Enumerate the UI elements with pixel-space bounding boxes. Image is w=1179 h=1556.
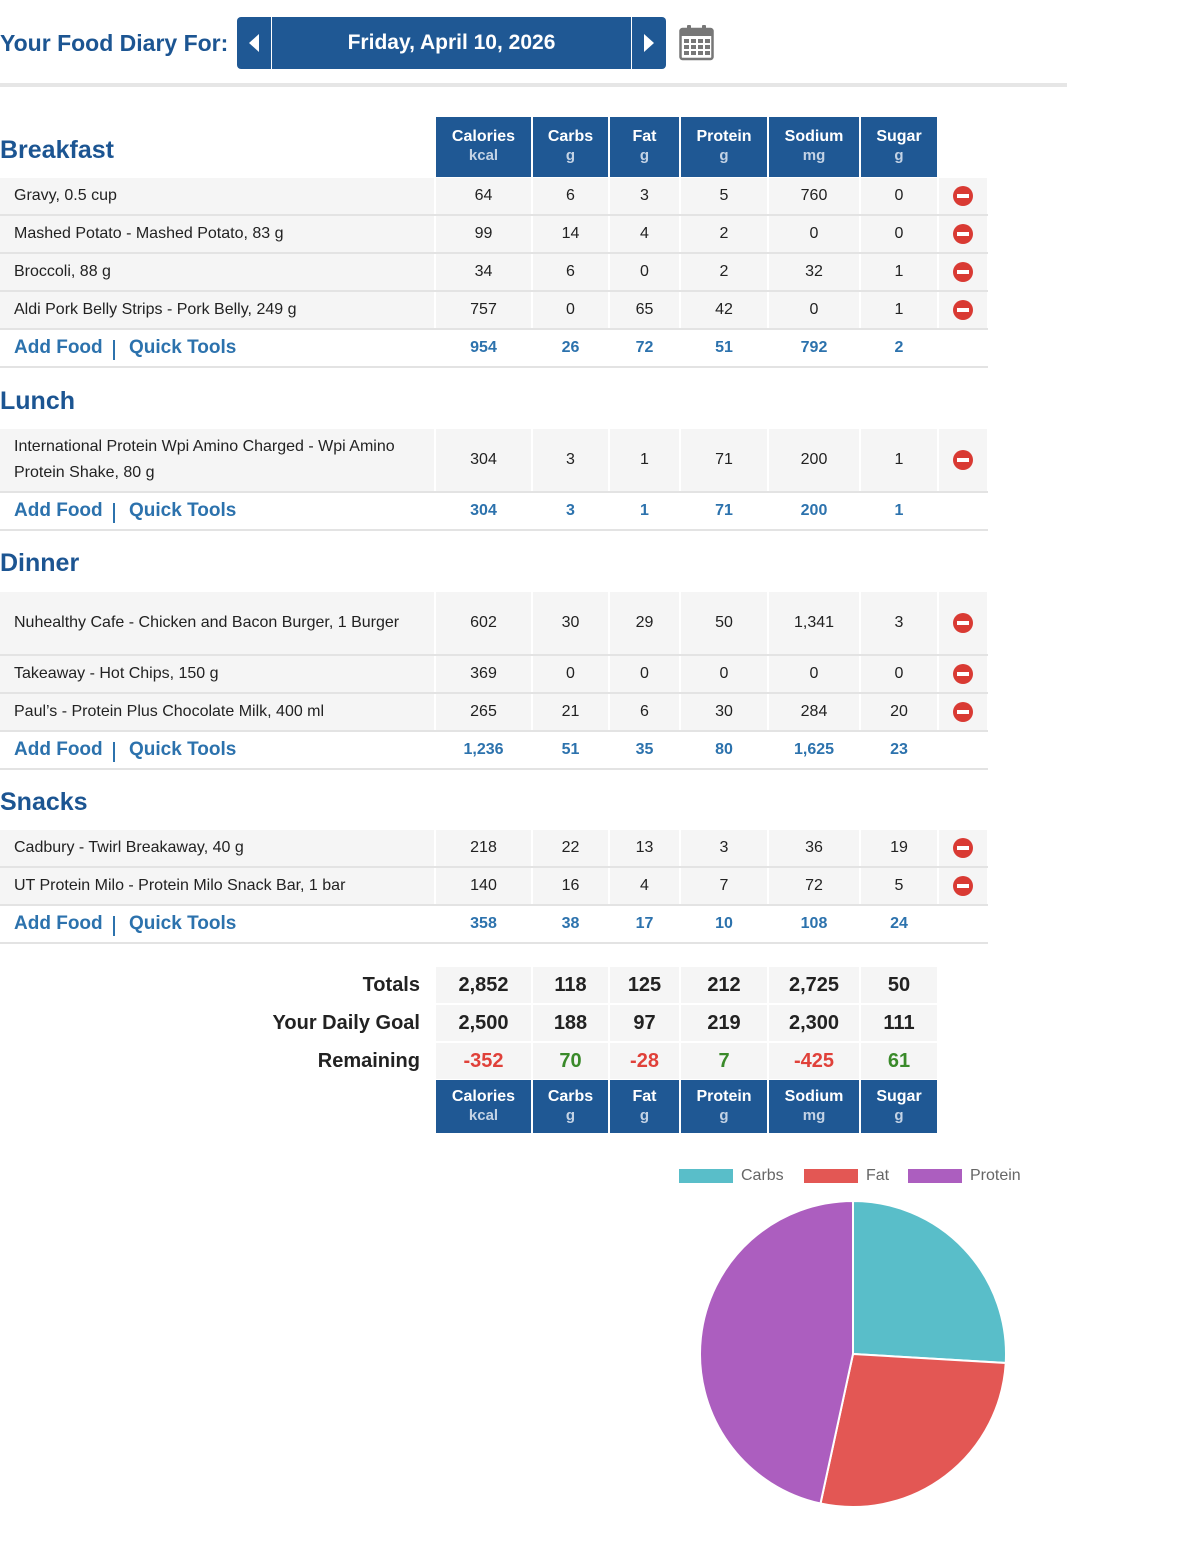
totals-carbs: 118	[533, 967, 608, 1003]
column-unit: g	[565, 1107, 576, 1124]
meal-sodium-total: 1,625	[793, 741, 835, 758]
legend-swatch	[804, 1169, 858, 1183]
carbs-value: 22	[533, 830, 608, 866]
calendar-icon[interactable]	[679, 24, 714, 61]
column-name: Carbs	[547, 1088, 594, 1105]
column-unit: g	[639, 147, 650, 164]
calories-value: 369	[436, 656, 531, 692]
fat-value: 1	[610, 429, 679, 491]
pie-slice-carbs[interactable]	[853, 1201, 1006, 1363]
fat-value: 4	[610, 216, 679, 252]
food-name[interactable]: Paul’s - Protein Plus Chocolate Milk, 400 ml	[0, 694, 434, 730]
food-name[interactable]: UT Protein Milo - Protein Milo Snack Bar, 1 bar	[0, 868, 434, 904]
sodium-value: 36	[769, 830, 859, 866]
calories-value: 64	[436, 178, 531, 214]
macro-pie-chart	[698, 1199, 1008, 1509]
meal-carbs-total: 38	[561, 915, 580, 932]
breakfast-col-carbs-header	[533, 117, 608, 177]
protein-value: 7	[681, 868, 767, 904]
breakfast-col-sugar-header	[861, 117, 937, 177]
meal-protein-total: 71	[715, 502, 733, 519]
calories-value: 34	[436, 254, 531, 290]
totals-calories: 2,852	[436, 967, 531, 1003]
fat-value: 0	[610, 656, 679, 692]
link-separator	[113, 340, 115, 360]
carbs-value: 21	[533, 694, 608, 730]
meal-sodium-total: 200	[800, 502, 828, 519]
meal-carbs-total: 3	[566, 502, 575, 519]
date-navigator	[237, 17, 666, 69]
column-name: Carbs	[547, 128, 594, 145]
sodium-value: 284	[769, 694, 859, 730]
daily-goal-fat: 97	[610, 1005, 679, 1041]
meal-sugar-total: 1	[894, 502, 904, 519]
column-unit: g	[565, 147, 576, 164]
row-divider	[0, 942, 988, 944]
meal-title: Lunch	[0, 387, 75, 415]
remaining-protein: 7	[681, 1043, 767, 1079]
food-name[interactable]: Gravy, 0.5 cup	[0, 178, 434, 214]
food-entry-row[interactable]	[0, 868, 988, 904]
food-entry-row[interactable]	[0, 694, 988, 730]
daily-goal-sugar: 111	[861, 1005, 937, 1041]
remaining-fat: -28	[610, 1043, 679, 1079]
add-food-link[interactable]: Add Food	[14, 913, 103, 934]
protein-value: 5	[681, 178, 767, 214]
quick-tools-link[interactable]: Quick Tools	[129, 500, 237, 521]
meal-totals-row	[0, 732, 988, 768]
daily-goal-calories: 2,500	[436, 1005, 531, 1041]
remove-circle-icon	[952, 663, 974, 685]
carbs-value: 6	[533, 254, 608, 290]
pie-slice-protein[interactable]	[700, 1201, 853, 1504]
legend-item-fat[interactable]	[804, 1165, 889, 1187]
meal-sodium-total: 108	[800, 915, 828, 932]
protein-value: 50	[681, 592, 767, 654]
link-separator	[113, 503, 115, 523]
meal-calories-total: 358	[470, 915, 497, 932]
remove-circle-icon	[952, 875, 974, 897]
remove-circle-icon	[952, 449, 974, 471]
quick-tools-link[interactable]: Quick Tools	[129, 337, 237, 358]
daily-goal-label: Your Daily Goal	[272, 1012, 420, 1034]
calories-value: 265	[436, 694, 531, 730]
link-separator	[113, 916, 115, 936]
calories-value: 757	[436, 292, 531, 328]
column-name: Sugar	[876, 1088, 922, 1105]
protein-value: 71	[681, 429, 767, 491]
remaining-calories: -352	[436, 1043, 531, 1079]
delete-entry-button[interactable]	[939, 592, 987, 654]
sodium-value: 760	[769, 178, 859, 214]
remove-circle-icon	[952, 223, 974, 245]
totals-fat: 125	[610, 967, 679, 1003]
column-name: Fat	[632, 128, 657, 145]
food-entry-row[interactable]	[0, 292, 988, 328]
remaining-carbs: 70	[533, 1043, 608, 1079]
food-entry-row[interactable]	[0, 216, 988, 252]
fat-value: 65	[610, 292, 679, 328]
food-name[interactable]: Cadbury - Twirl Breakaway, 40 g	[0, 830, 434, 866]
sugar-value: 3	[861, 592, 937, 654]
meal-fat-total: 72	[635, 339, 654, 356]
meal-title: Breakfast	[0, 136, 114, 164]
meal-fat-total: 35	[635, 741, 654, 758]
diary-header	[0, 0, 1179, 90]
protein-value: 0	[681, 656, 767, 692]
calories-value: 602	[436, 592, 531, 654]
summary-col-carbs-header	[533, 1080, 608, 1133]
column-name: Sodium	[784, 1088, 844, 1105]
calories-value: 99	[436, 216, 531, 252]
summary-col-sugar-header	[861, 1080, 937, 1133]
legend-swatch	[908, 1169, 962, 1183]
carbs-value: 16	[533, 868, 608, 904]
meal-calories-total: 304	[470, 502, 497, 519]
breakfast-col-protein-header	[681, 117, 767, 177]
chevron-left-icon	[246, 32, 262, 54]
column-unit: kcal	[468, 1107, 499, 1124]
meal-protein-total: 80	[715, 741, 733, 758]
row-divider	[0, 529, 988, 531]
carbs-value: 14	[533, 216, 608, 252]
sodium-value: 0	[769, 216, 859, 252]
column-name: Calories	[451, 1088, 516, 1105]
column-unit: g	[719, 147, 729, 164]
fat-value: 13	[610, 830, 679, 866]
page-title: Your Food Diary For:	[0, 30, 229, 56]
previous-day-button[interactable]	[237, 17, 271, 69]
column-unit: g	[719, 1107, 729, 1124]
legend-item-carbs[interactable]	[679, 1165, 784, 1187]
carbs-value: 6	[533, 178, 608, 214]
protein-value: 42	[681, 292, 767, 328]
quick-tools-link[interactable]: Quick Tools	[129, 739, 237, 760]
sodium-value: 32	[769, 254, 859, 290]
sugar-value: 0	[861, 216, 937, 252]
column-name: Sodium	[784, 128, 844, 145]
column-unit: kcal	[468, 147, 499, 164]
meal-totals-row	[0, 330, 988, 366]
column-unit: g	[639, 1107, 650, 1124]
remaining-label: Remaining	[317, 1050, 420, 1072]
calories-value: 304	[436, 429, 531, 491]
header-divider	[0, 83, 1067, 87]
protein-value: 2	[681, 216, 767, 252]
add-food-link[interactable]: Add Food	[14, 337, 103, 358]
remove-circle-icon	[952, 837, 974, 859]
legend-label: Carbs	[741, 1167, 784, 1184]
meal-fat-total: 1	[640, 502, 649, 519]
meal-fat-total: 17	[635, 915, 654, 932]
remaining-sodium: -425	[769, 1043, 859, 1079]
delete-entry-button[interactable]	[939, 656, 987, 692]
legend-label: Fat	[866, 1167, 890, 1184]
remaining-sugar: 61	[861, 1043, 937, 1079]
daily-goal-sodium: 2,300	[769, 1005, 859, 1041]
breakfast-col-sodium-header	[769, 117, 859, 177]
sodium-value: 200	[769, 429, 859, 491]
food-name[interactable]: Takeaway - Hot Chips, 150 g	[0, 656, 434, 692]
column-unit: mg	[802, 1107, 826, 1124]
food-name[interactable]: Mashed Potato - Mashed Potato, 83 g	[0, 216, 434, 252]
remove-circle-icon	[952, 185, 974, 207]
summary-col-fat-header	[610, 1080, 679, 1133]
sugar-value: 1	[861, 429, 937, 491]
row-divider	[0, 366, 988, 368]
meal-protein-total: 10	[715, 915, 733, 932]
remove-circle-icon	[952, 261, 974, 283]
link-separator	[113, 742, 115, 762]
delete-entry-button[interactable]	[939, 694, 987, 730]
food-entry-row[interactable]	[0, 429, 988, 491]
totals-sugar: 50	[861, 967, 937, 1003]
fat-value: 0	[610, 254, 679, 290]
legend-swatch	[679, 1169, 733, 1183]
sugar-value: 20	[861, 694, 937, 730]
carbs-value: 30	[533, 592, 608, 654]
sugar-value: 1	[861, 292, 937, 328]
totals-sodium: 2,725	[769, 967, 859, 1003]
sugar-value: 0	[861, 178, 937, 214]
fat-value: 3	[610, 178, 679, 214]
column-name: Protein	[696, 128, 752, 145]
meal-title: Dinner	[0, 549, 80, 577]
food-name[interactable]: Nuhealthy Cafe - Chicken and Bacon Burger, 1 Burger	[0, 592, 434, 654]
meal-sugar-total: 23	[890, 741, 908, 758]
carbs-value: 3	[533, 429, 608, 491]
food-entry-row[interactable]	[0, 830, 988, 866]
sodium-value: 0	[769, 656, 859, 692]
meal-totals-row	[0, 493, 988, 529]
delete-entry-button[interactable]	[939, 216, 987, 252]
column-name: Protein	[696, 1088, 752, 1105]
current-date[interactable]: Friday, April 10, 2026	[272, 17, 631, 69]
fat-value: 6	[610, 694, 679, 730]
column-name: Calories	[451, 128, 516, 145]
summary-col-protein-header	[681, 1080, 767, 1133]
fat-value: 4	[610, 868, 679, 904]
protein-value: 30	[681, 694, 767, 730]
protein-value: 2	[681, 254, 767, 290]
sugar-value: 1	[861, 254, 937, 290]
fat-value: 29	[610, 592, 679, 654]
sugar-value: 0	[861, 656, 937, 692]
delete-entry-button[interactable]	[939, 429, 987, 491]
delete-entry-button[interactable]	[939, 254, 987, 290]
meal-sugar-total: 24	[890, 915, 908, 932]
delete-entry-button[interactable]	[939, 292, 987, 328]
sugar-value: 19	[861, 830, 937, 866]
column-name: Fat	[632, 1088, 657, 1105]
daily-goal-carbs: 188	[533, 1005, 608, 1041]
meal-calories-total: 1,236	[463, 741, 504, 758]
food-entry-row[interactable]	[0, 656, 988, 692]
calories-value: 218	[436, 830, 531, 866]
calories-value: 140	[436, 868, 531, 904]
food-name[interactable]: International Protein Wpi Amino Charged - Wpi Amino Protein Shake, 80 g	[0, 429, 434, 491]
add-food-link[interactable]: Add Food	[14, 739, 103, 760]
totals-protein: 212	[681, 967, 767, 1003]
quick-tools-link[interactable]: Quick Tools	[129, 913, 237, 934]
add-food-link[interactable]: Add Food	[14, 500, 103, 521]
meal-sugar-total: 2	[894, 339, 904, 356]
food-entry-row[interactable]	[0, 178, 988, 214]
sugar-value: 5	[861, 868, 937, 904]
delete-entry-button[interactable]	[939, 830, 987, 866]
meal-totals-row	[0, 906, 988, 942]
meal-protein-total: 51	[715, 339, 733, 356]
delete-entry-button[interactable]	[939, 868, 987, 904]
row-divider	[0, 768, 988, 770]
daily-goal-protein: 219	[681, 1005, 767, 1041]
remove-circle-icon	[952, 612, 974, 634]
food-name[interactable]: Aldi Pork Belly Strips - Pork Belly, 249 g	[0, 292, 434, 328]
delete-entry-button[interactable]	[939, 178, 987, 214]
column-unit: g	[894, 1107, 904, 1124]
carbs-value: 0	[533, 656, 608, 692]
legend-item-protein[interactable]	[908, 1165, 1021, 1187]
carbs-value: 0	[533, 292, 608, 328]
food-entry-row[interactable]	[0, 254, 988, 290]
food-entry-row[interactable]	[0, 592, 988, 654]
column-unit: g	[894, 147, 904, 164]
meal-calories-total: 954	[470, 339, 497, 356]
meal-carbs-total: 26	[561, 339, 580, 356]
column-unit: mg	[802, 147, 826, 164]
next-day-button[interactable]	[632, 17, 666, 69]
column-name: Sugar	[876, 128, 922, 145]
sodium-value: 1,341	[769, 592, 859, 654]
breakfast-col-calories-header	[436, 117, 531, 177]
breakfast-col-fat-header	[610, 117, 679, 177]
totals-label: Totals	[362, 974, 420, 996]
chevron-right-icon	[641, 32, 657, 54]
meal-sodium-total: 792	[800, 339, 828, 356]
meal-title: Snacks	[0, 788, 88, 816]
sodium-value: 0	[769, 292, 859, 328]
remove-circle-icon	[952, 701, 974, 723]
protein-value: 3	[681, 830, 767, 866]
legend-label: Protein	[970, 1167, 1021, 1184]
food-name[interactable]: Broccoli, 88 g	[0, 254, 434, 290]
summary-col-sodium-header	[769, 1080, 859, 1133]
meal-carbs-total: 51	[561, 741, 580, 758]
remove-circle-icon	[952, 299, 974, 321]
summary-col-calories-header	[436, 1080, 531, 1133]
sodium-value: 72	[769, 868, 859, 904]
